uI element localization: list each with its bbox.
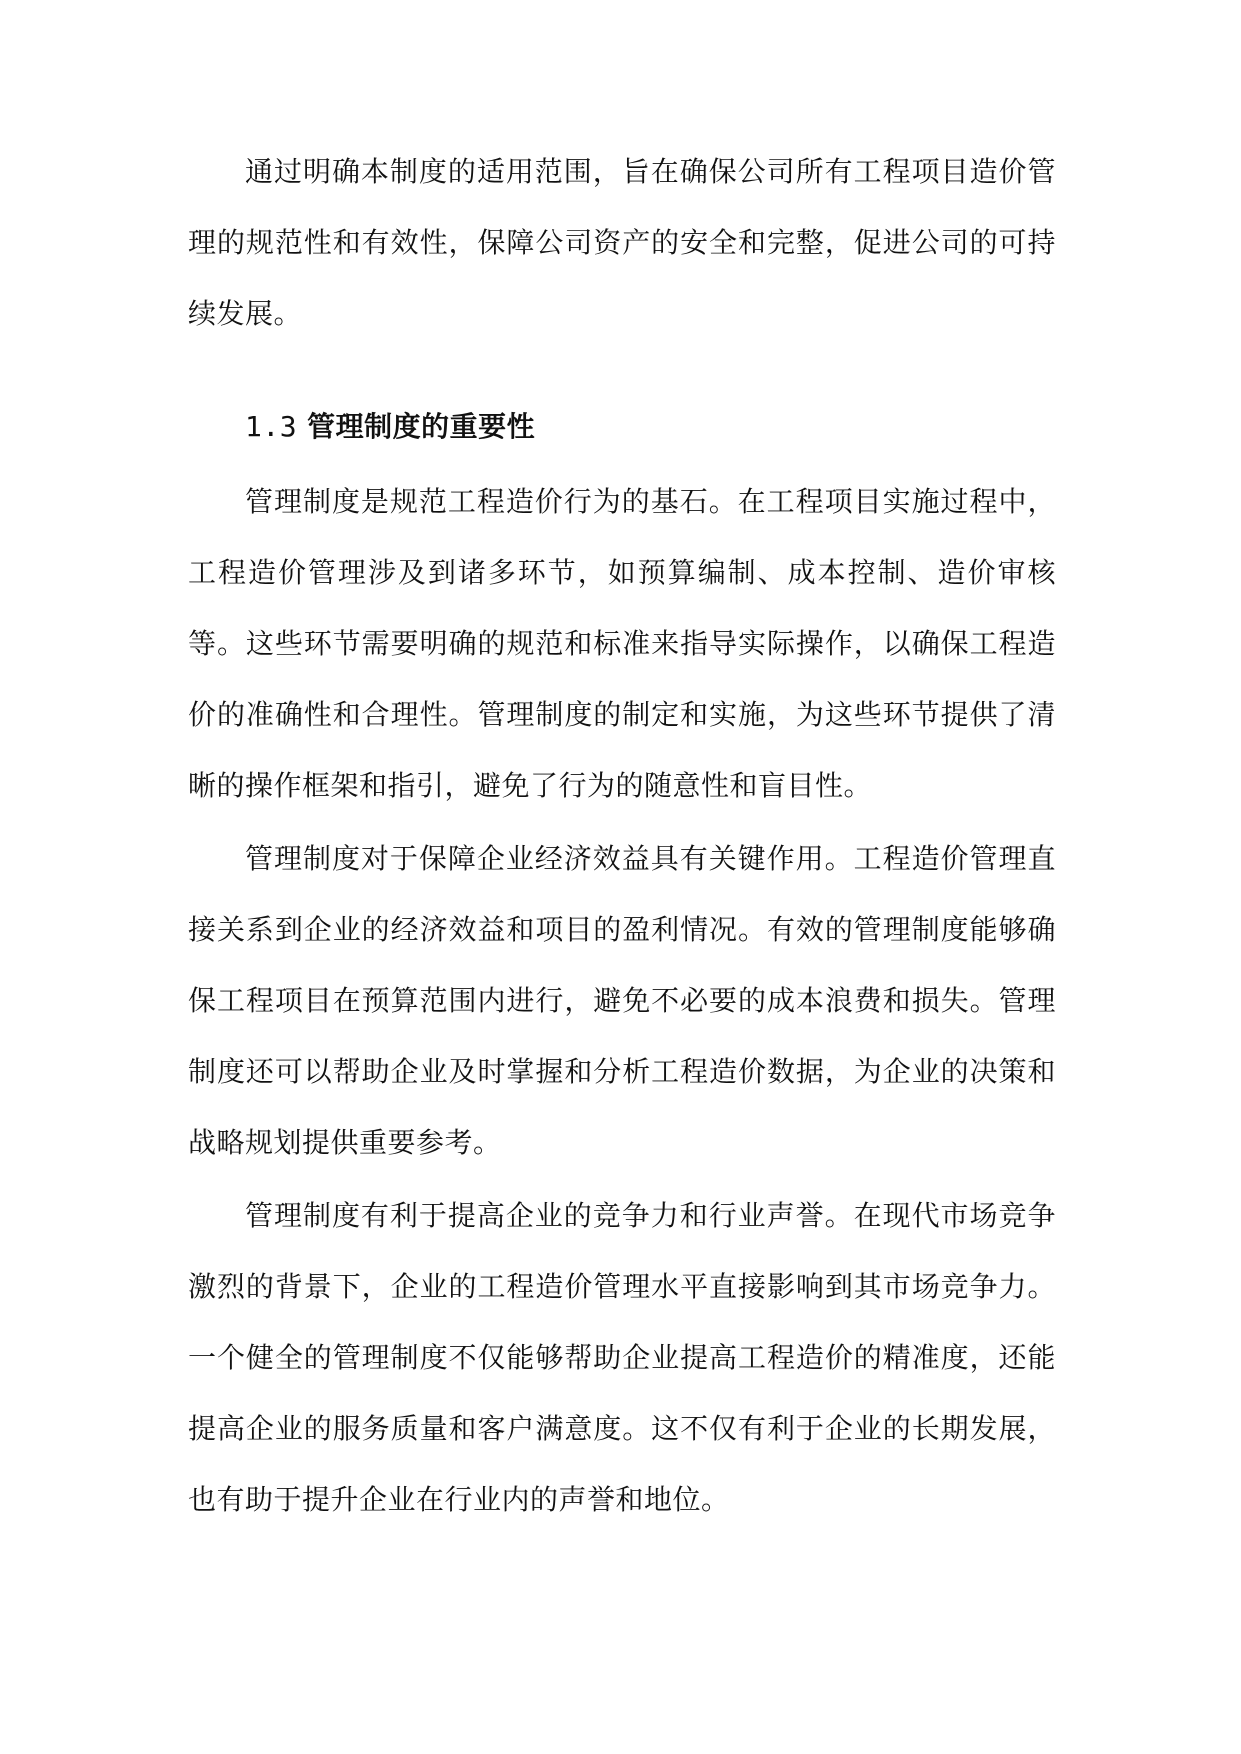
paragraph-competitiveness: 管理制度有利于提高企业的竞争力和行业声誉。在现代市场竞争激烈的背景下，企业的工程造价管理水平直接影响到其市场竞争力。一个健全的管理制度不仅能够帮助企业提高工程造价的精准度，还能提高企业的服务质量和客户满意度。这不仅有利于企业的长期发展，也有助于提升企业在行业内的声誉和地位。	[188, 1199, 1056, 1516]
section-title: 管理制度的重要性	[307, 410, 536, 443]
section-heading	[245, 404, 535, 450]
paragraph-foundation: 管理制度是规范工程造价行为的基石。在工程项目实施过程中，工程造价管理涉及到诸多环节，如预算编制、成本控制、造价审核等。这些环节需要明确的规范和标准来指导实际操作，以确保工程造价的准确性和合理性。管理制度的制定和实施，为这些环节提供了清晰的操作框架和指引，避免了行为的随意性和盲目性。	[188, 485, 1056, 802]
paragraph-scope-summary: 通过明确本制度的适用范围，旨在确保公司所有工程项目造价管理的规范性和有效性，保障公司资产的安全和完整，促进公司的可持续发展。	[188, 155, 1056, 330]
section-number: 1.3	[245, 410, 298, 443]
paragraph-economic-benefit: 管理制度对于保障企业经济效益具有关键作用。工程造价管理直接关系到企业的经济效益和项目的盈利情况。有效的管理制度能够确保工程项目在预算范围内进行，避免不必要的成本浪费和损失。管理制度还可以帮助企业及时掌握和分析工程造价数据，为企业的决策和战略规划提供重要参考。	[188, 842, 1056, 1159]
